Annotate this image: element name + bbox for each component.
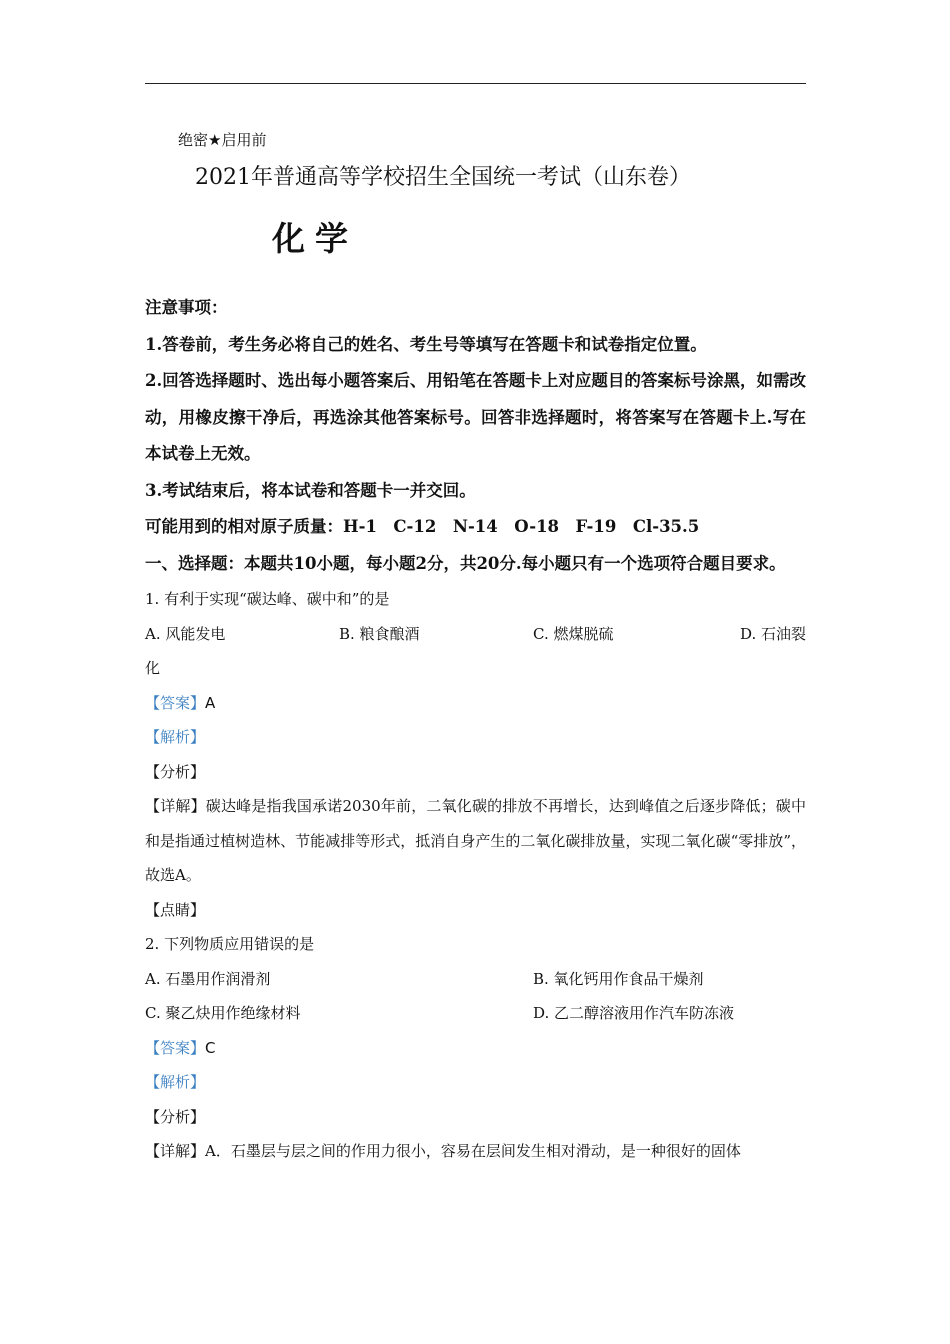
q1-dianjing-label: 【点睛】 bbox=[145, 900, 206, 919]
q1-option-d-continued: 化 bbox=[145, 659, 161, 677]
question-1-stem: 1. 有利于实现“碳达峰、碳中和”的是 bbox=[145, 590, 390, 608]
atomic-masses: 可能用到的相对原子质量：H-1 C-12 N-14 O-18 F-19 Cl-35.5 bbox=[145, 517, 700, 536]
confidential-label: 绝密★启用前 bbox=[178, 131, 267, 149]
q1-fenxi-label: 【分析】 bbox=[145, 762, 206, 781]
q1-option-c: C. 燃煤脱硫 bbox=[533, 624, 614, 643]
question-1-options bbox=[145, 617, 806, 652]
notice-item-1: 1.答卷前，考生务必将自己的姓名、考生号等填写在答题卡和试卷指定位置。 bbox=[145, 334, 707, 354]
q2-option-b: B. 氧化钙用作食品干燥剂 bbox=[533, 969, 704, 988]
q2-analysis-label: 【解析】 bbox=[145, 1073, 206, 1091]
question-2-options-row-1 bbox=[145, 962, 806, 997]
document-body bbox=[145, 290, 806, 1169]
q2-option-c: C. 聚乙炔用作绝缘材料 bbox=[145, 1004, 301, 1022]
q2-option-a: A. 石墨用作润滑剂 bbox=[145, 969, 271, 988]
subject-title: 化学 bbox=[272, 219, 358, 258]
answer-value: C bbox=[205, 1038, 216, 1057]
answer-label: 【答案】 bbox=[145, 693, 206, 712]
q2-option-d: D. 乙二醇溶液用作汽车防冻液 bbox=[533, 1004, 735, 1022]
q1-option-a: A. 风能发电 bbox=[145, 624, 226, 643]
question-2-stem: 2. 下列物质应用错误的是 bbox=[145, 935, 315, 953]
section-1-heading: 一、选择题：本题共10小题，每小题2分，共20分.每小题只有一个选项符合题目要求。 bbox=[145, 553, 786, 573]
header-rule bbox=[145, 83, 806, 84]
exam-title: 2021年普通高等学校招生全国统一考试（山东卷） bbox=[195, 165, 691, 190]
q1-detail: 【详解】碳达峰是指我国承诺2030年前，二氧化碳的排放不再增长，达到峰值之后逐步降低；碳中和是指通过植树造林、节能减排等形式，抵消自身产生的二氧化碳排放量，实现二氧化碳“零排放”，故选A。 bbox=[145, 797, 806, 884]
q1-option-d: D. 石油裂 bbox=[739, 624, 806, 643]
q1-option-b: B. 粮食酿酒 bbox=[339, 624, 420, 643]
answer-label: 【答案】 bbox=[145, 1038, 206, 1057]
notice-item-3: 3.考试结束后，将本试卷和答题卡一并交回。 bbox=[145, 480, 476, 500]
q2-answer bbox=[145, 1031, 806, 1066]
q1-analysis-label: 【解析】 bbox=[145, 728, 206, 746]
answer-value: A bbox=[205, 693, 216, 712]
question-2-options-row-2 bbox=[145, 996, 806, 1031]
q2-fenxi-label: 【分析】 bbox=[145, 1107, 206, 1126]
notice-heading: 注意事项： bbox=[145, 298, 228, 317]
notice-item-2: 2.回答选择题时、选出每小题答案后、用铅笔在答题卡上对应题目的答案标号涂黑，如需改动，用橡皮擦干净后，再选涂其他答案标号。回答非选择题时，将答案写在答题卡上.写在本试卷上无效。 bbox=[145, 371, 806, 463]
q1-answer bbox=[145, 686, 806, 721]
q2-detail: 【详解】A．石墨层与层之间的作用力很小，容易在层间发生相对滑动，是一种很好的固体 bbox=[145, 1142, 741, 1160]
